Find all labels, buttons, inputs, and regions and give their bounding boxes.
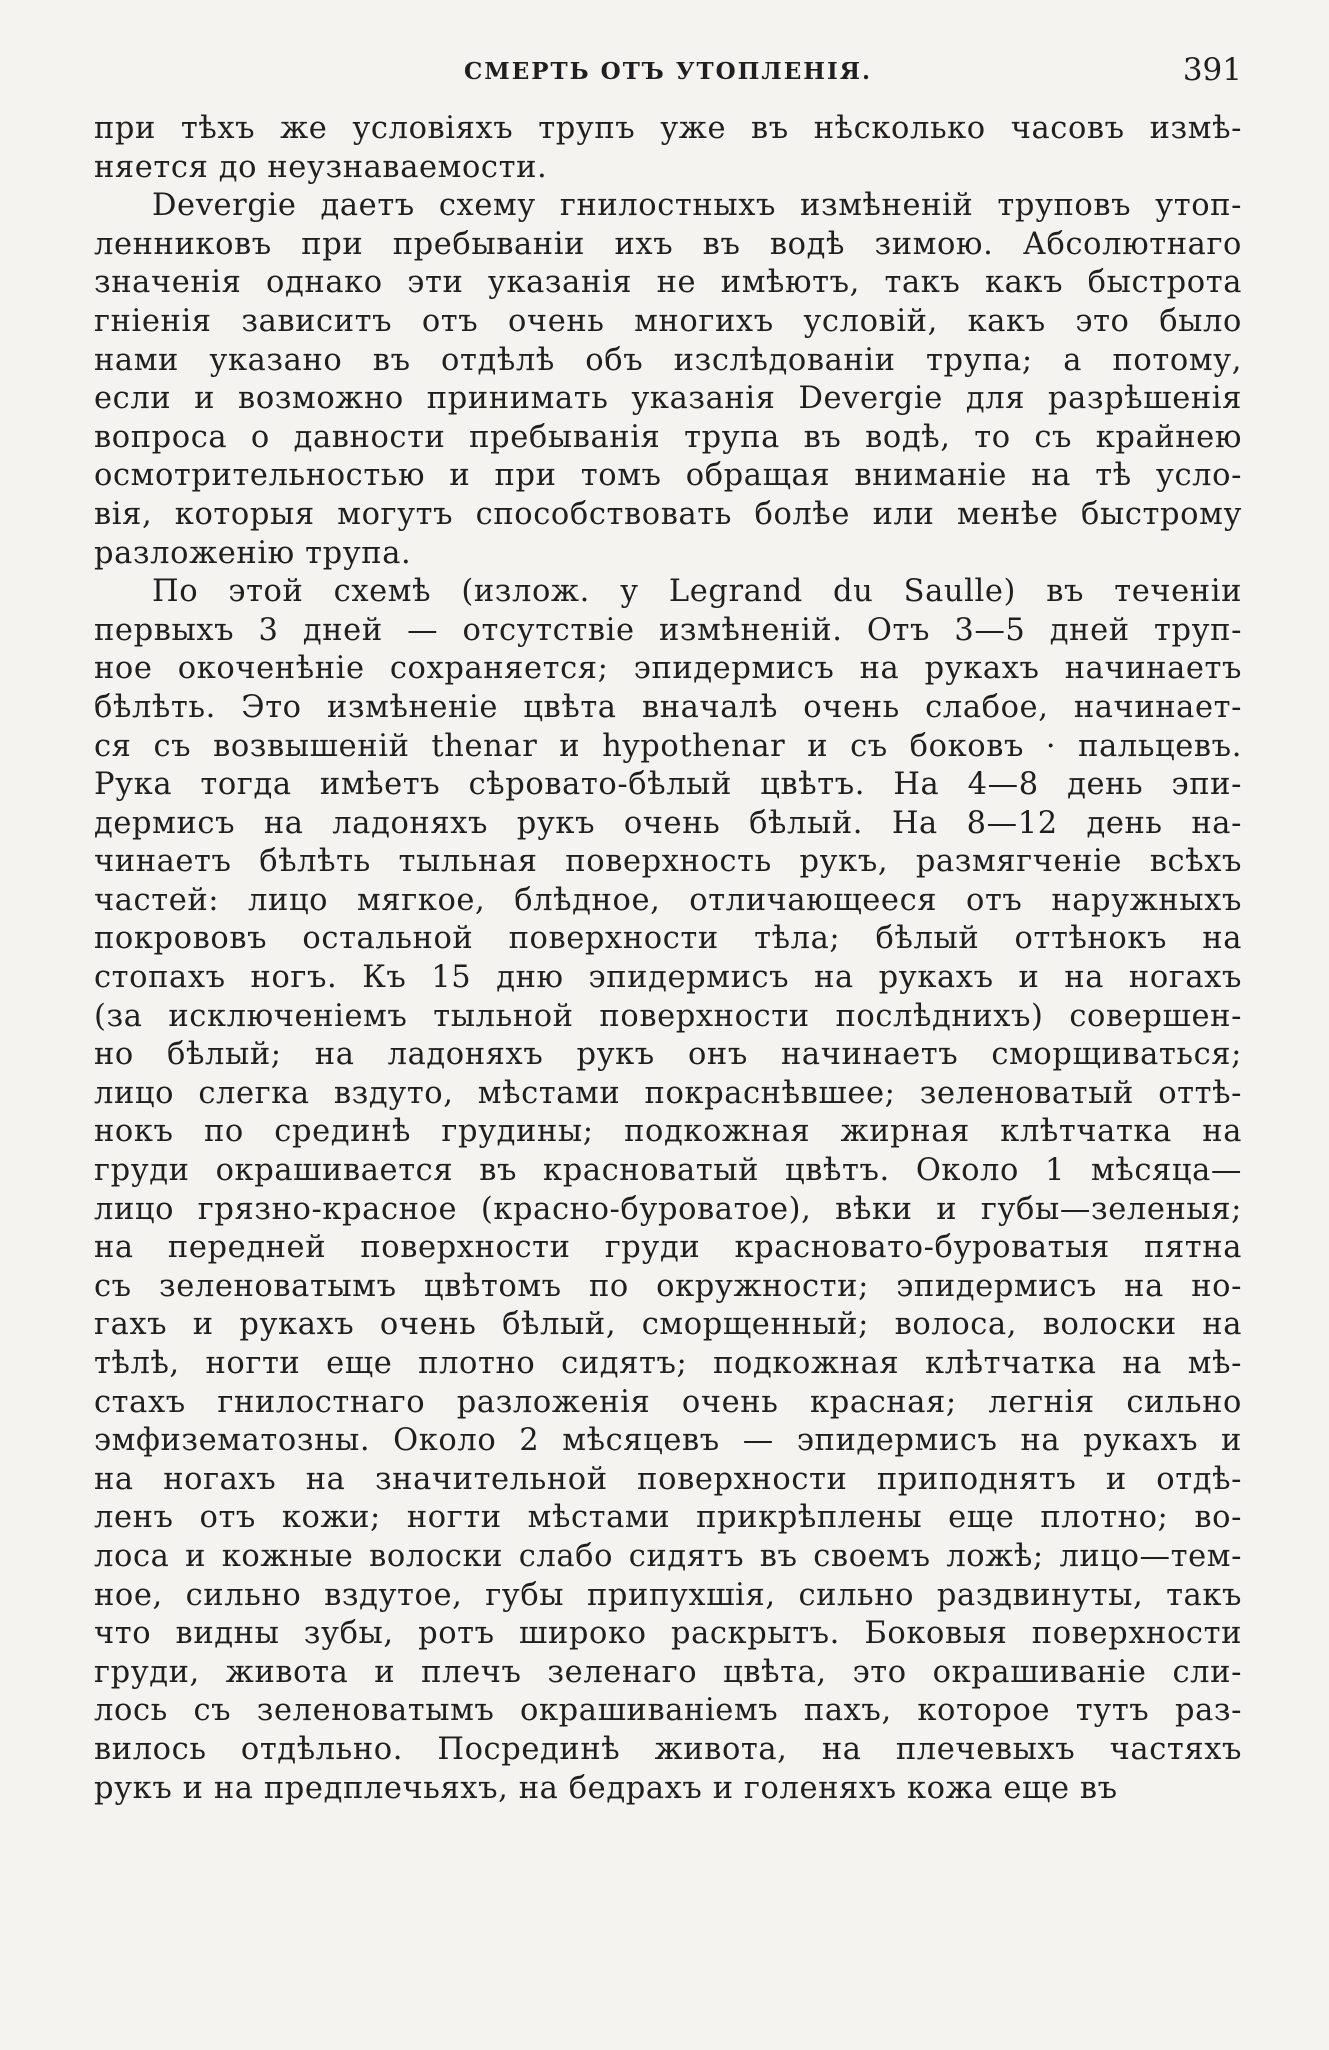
text-line: первыхъ 3 дней — отсутствіе измѣненій. Отъ 3—5 дней труп-	[94, 612, 1242, 648]
text-line: если и возможно принимать указанія Devergie для разрѣшенія	[94, 381, 1242, 417]
text-line: груди, живота и плечъ зеленаго цвѣта, это окрашиваніе сли-	[94, 1654, 1242, 1690]
text-line: гніенія зависитъ отъ очень многихъ условій, какъ это было	[94, 303, 1242, 339]
text-line: ся съ возвышеній thenar и hypothenar и съ боковъ · пальцевъ.	[94, 728, 1242, 764]
text-line: стопахъ ногъ. Къ 15 дню эпидермисъ на рукахъ и на ногахъ	[94, 960, 1242, 996]
text-line: Devergie даетъ схему гнилостныхъ измѣненій труповъ утоп-	[152, 188, 1242, 224]
text-line: лицо слегка вздуто, мѣстами покраснѣвшее; зеленоватый оттѣ-	[94, 1075, 1242, 1111]
text-line: ное окоченѣніе сохраняется; эпидермисъ на рукахъ начинаетъ	[94, 651, 1242, 687]
text-line: что видны зубы, ротъ широко раскрытъ. Боковыя поверхности	[94, 1616, 1242, 1652]
text-line: эмфизематозны. Около 2 мѣсяцевъ — эпидермисъ на рукахъ и	[94, 1423, 1242, 1459]
text-line: но бѣлый; на ладоняхъ рукъ онъ начинаетъ сморщиваться;	[94, 1037, 1242, 1073]
text-line: на ногахъ на значительной поверхности приподнятъ и отдѣ-	[94, 1461, 1242, 1497]
text-line: ное, сильно вздутое, губы припухшія, сильно раздвинуты, такъ	[94, 1577, 1242, 1613]
text-line: лицо грязно-красное (красно-буроватое), вѣки и губы—зеленыя;	[94, 1191, 1242, 1227]
text-line: ленниковъ при пребываніи ихъ въ водѣ зимою. Абсолютнаго	[94, 226, 1242, 262]
text-line: гахъ и рукахъ очень бѣлый, сморщенный; волоса, волоски на	[94, 1307, 1242, 1343]
text-line: осмотрительностью и при томъ обращая вниманіе на тѣ усло-	[94, 458, 1242, 494]
paragraph	[94, 187, 1242, 573]
text-line: вилось отдѣльно. Посрединѣ живота, на плечевыхъ частяхъ	[94, 1731, 1242, 1767]
text-line: стахъ гнилостнаго разложенія очень красная; легнія сильно	[94, 1384, 1242, 1420]
text-line: нокъ по срединѣ грудины; подкожная жирная клѣтчатка на	[94, 1114, 1242, 1150]
text-line: тѣлѣ, ногти еще плотно сидятъ; подкожная клѣтчатка на мѣ-	[94, 1346, 1242, 1381]
text-line: няется до неузнаваемости.	[94, 149, 548, 185]
text-line: рукъ и на предплечьяхъ, на бедрахъ и голеняхъ кожа еще въ	[94, 1770, 1118, 1806]
paragraph	[94, 110, 1242, 187]
page-number: 391	[1182, 52, 1242, 88]
text-line: на передней поверхности груди красновато-буроватыя пятна	[94, 1230, 1242, 1266]
running-title: СМЕРТЬ ОТЪ УТОПЛЕНІЯ.	[463, 58, 873, 85]
text-line: нами указано въ отдѣлѣ объ изслѣдованіи трупа; а потому,	[94, 342, 1242, 378]
text-line: По этой схемѣ (излож. у Legrand du Saulle) въ теченіи	[152, 574, 1242, 610]
text-line: Рука тогда имѣетъ сѣровато-бѣлый цвѣтъ. На 4—8 день эпи-	[94, 767, 1242, 803]
text-line: бѣлѣть. Это измѣненіе цвѣта вначалѣ очень слабое, начинает-	[94, 689, 1242, 725]
text-line: вія, которыя могутъ способствовать болѣе или менѣе быстрому	[94, 496, 1242, 532]
text-line: при тѣхъ же условіяхъ трупъ уже въ нѣсколько часовъ измѣ-	[94, 111, 1242, 146]
text-line: разложенію трупа.	[94, 535, 412, 571]
text-line: значенія однако эти указанія не имѣютъ, такъ какъ быстрота	[94, 265, 1242, 301]
text-line: (за исключеніемъ тыльной поверхности послѣднихъ) совершен-	[94, 998, 1242, 1034]
body-text	[94, 110, 1242, 1808]
text-line: покрововъ остальной поверхности тѣла; бѣлый оттѣнокъ на	[94, 921, 1242, 957]
paragraph	[94, 573, 1242, 1808]
text-line: ленъ отъ кожи; ногти мѣстами прикрѣплены еще плотно; во-	[94, 1500, 1242, 1536]
text-line: съ зеленоватымъ цвѣтомъ по окружности; эпидермисъ на но-	[94, 1268, 1242, 1304]
running-header	[94, 52, 1242, 98]
text-line: чинаетъ бѣлѣть тыльная поверхность рукъ, размягченіе всѣхъ	[94, 844, 1242, 880]
text-line: частей: лицо мягкое, блѣдное, отличающееся отъ наружныхъ	[94, 882, 1242, 918]
text-line: вопроса о давности пребыванія трупа въ водѣ, то съ крайнею	[94, 419, 1242, 455]
text-line: дермисъ на ладоняхъ рукъ очень бѣлый. На 8—12 день на-	[94, 805, 1242, 841]
book-page	[94, 52, 1242, 1808]
text-line: лось съ зеленоватымъ окрашиваніемъ пахъ, которое тутъ раз-	[94, 1693, 1242, 1729]
text-line: лоса и кожные волоски слабо сидятъ въ своемъ ложѣ; лицо—тем-	[94, 1538, 1242, 1574]
text-line: груди окрашивается въ красноватый цвѣтъ. Около 1 мѣсяца—	[94, 1153, 1242, 1189]
